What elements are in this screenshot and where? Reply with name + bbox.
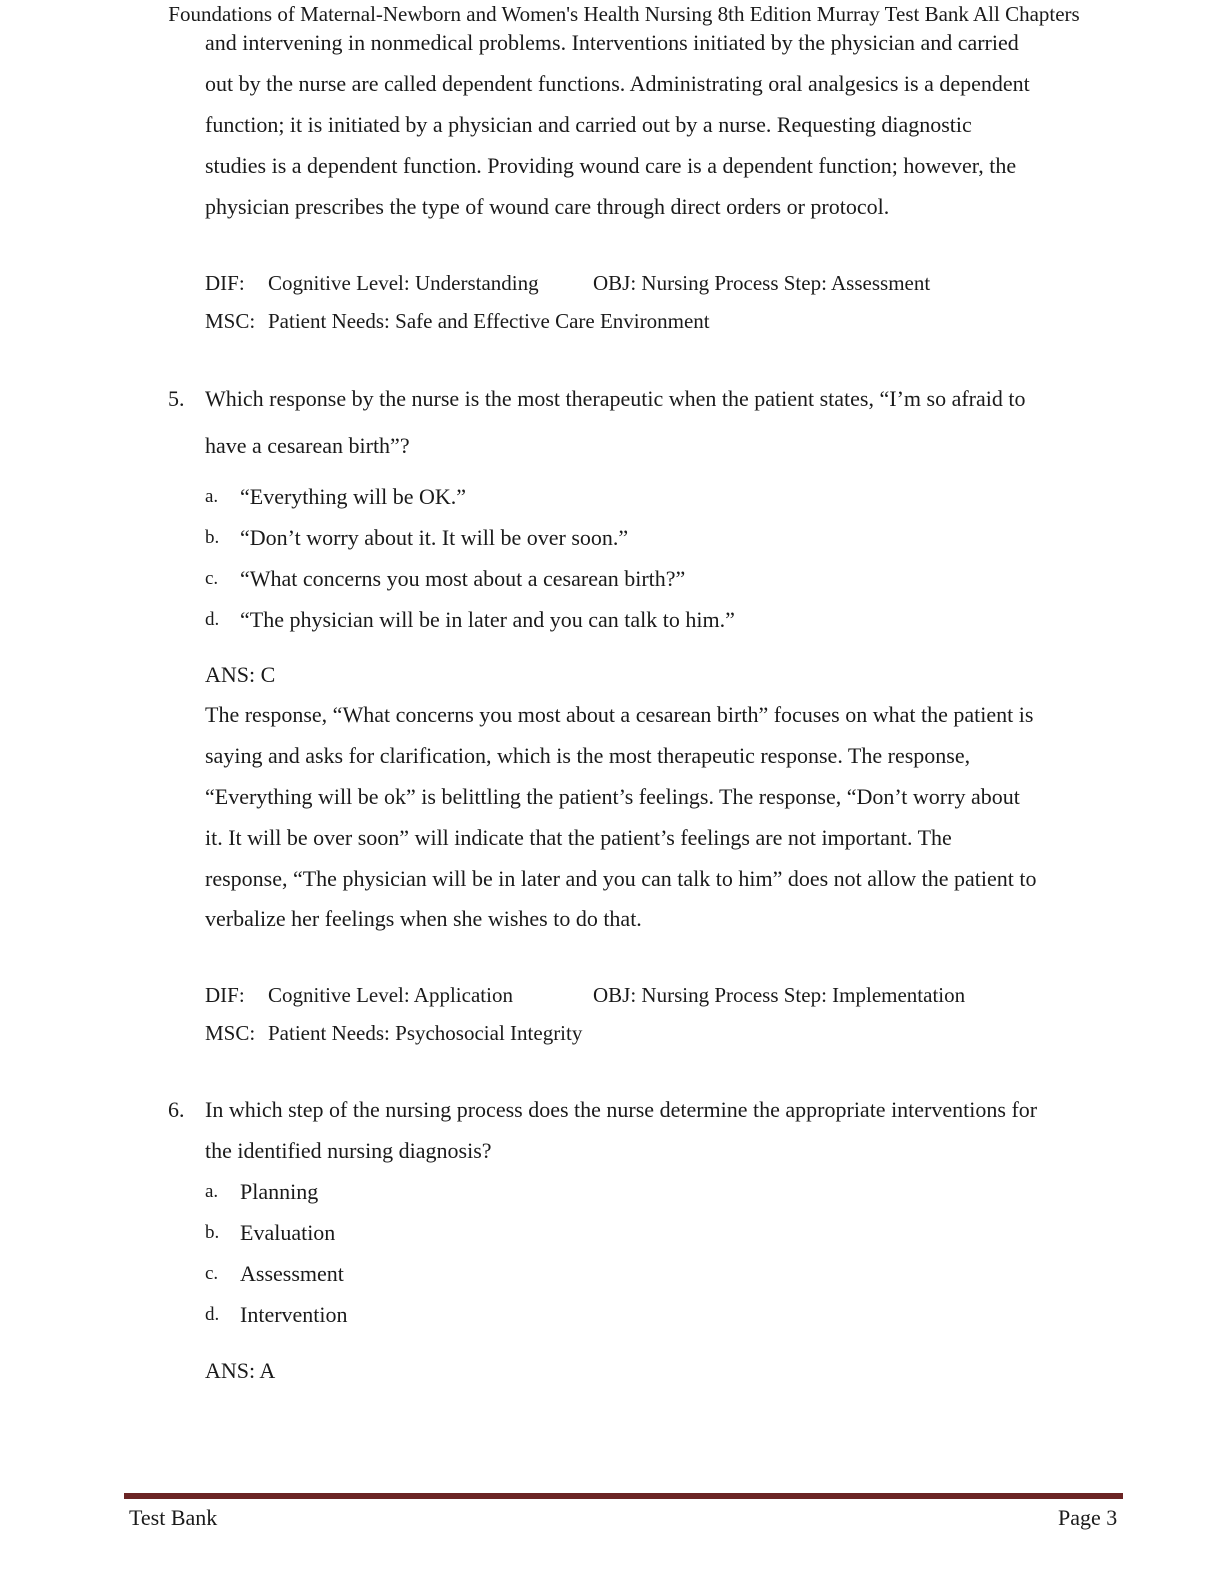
option-text: “What concerns you most about a cesarean birth?” [240,566,686,591]
question-stem-line: have a cesarean birth”? [205,433,410,458]
option-letter: b. [205,527,220,548]
rationale-line: verbalize her feelings when she wishes to do that. [205,906,642,931]
msc-label: MSC: [205,1021,256,1045]
option-text: Intervention [240,1302,348,1327]
option-text: Planning [240,1179,319,1204]
option-letter: d. [205,609,220,630]
option-text: “Everything will be OK.” [240,484,467,509]
rationale-line: The response, “What concerns you most about a cesarean birth” focuses on what the patient is [205,702,1034,727]
msc-label: MSC: [205,309,256,333]
option-text: Assessment [240,1261,344,1286]
question-stem-line: the identified nursing diagnosis? [205,1138,492,1163]
question-stem-line: In which step of the nursing process does the nurse determine the appropriate interventions for [205,1097,1038,1122]
obj-value: OBJ: Nursing Process Step: Implementation [593,983,966,1007]
question-number: 6. [168,1097,185,1122]
rationale-line: physician prescribes the type of wound care through direct orders or protocol. [205,194,890,219]
footer-label: Test Bank [129,1505,218,1530]
option-letter: a. [205,486,219,507]
dif-value: Cognitive Level: Application [268,983,513,1007]
rationale-line: it. It will be over soon” will indicate that the patient’s feelings are not important. The [205,825,952,850]
option-text: “The physician will be in later and you can talk to him.” [240,607,735,632]
option-text: Evaluation [240,1220,336,1245]
rationale-line: “Everything will be ok” is belittling the patient’s feelings. The response, “Don’t worry about [205,784,1020,809]
option-letter: c. [205,568,219,589]
question-number: 5. [168,386,185,411]
rationale-line: function; it is initiated by a physician and carried out by a nurse. Requesting diagnostic [205,112,972,137]
answer: ANS: C [205,662,276,687]
page-header-title: Foundations of Maternal-Newborn and Women's Health Nursing 8th Edition Murray Test Bank All Chapters [168,2,1080,26]
option-letter: a. [205,1181,219,1202]
option-letter: d. [205,1304,220,1325]
footer-divider [124,1493,1123,1499]
obj-value: OBJ: Nursing Process Step: Assessment [593,271,931,295]
option-letter: b. [205,1222,220,1243]
answer: ANS: A [205,1358,276,1383]
rationale-line: studies is a dependent function. Providing wound care is a dependent function; however, the [205,153,1017,178]
dif-label: DIF: [205,983,245,1007]
rationale-line: response, “The physician will be in later and you can talk to him” does not allow the patient to [205,866,1037,891]
question-stem-line: Which response by the nurse is the most therapeutic when the patient states, “I’m so afraid to [205,386,1026,411]
dif-value: Cognitive Level: Understanding [268,271,539,295]
msc-value: Patient Needs: Psychosocial Integrity [268,1021,583,1045]
rationale-line: and intervening in nonmedical problems. Interventions initiated by the physician and carried [205,30,1019,55]
option-text: “Don’t worry about it. It will be over soon.” [240,525,629,550]
rationale-line: out by the nurse are called dependent functions. Administrating oral analgesics is a dependent [205,71,1030,96]
page-number: Page 3 [1058,1505,1118,1530]
option-letter: c. [205,1263,219,1284]
dif-label: DIF: [205,271,245,295]
msc-value: Patient Needs: Safe and Effective Care Environment [268,309,710,333]
rationale-line: saying and asks for clarification, which is the most therapeutic response. The response, [205,743,971,768]
